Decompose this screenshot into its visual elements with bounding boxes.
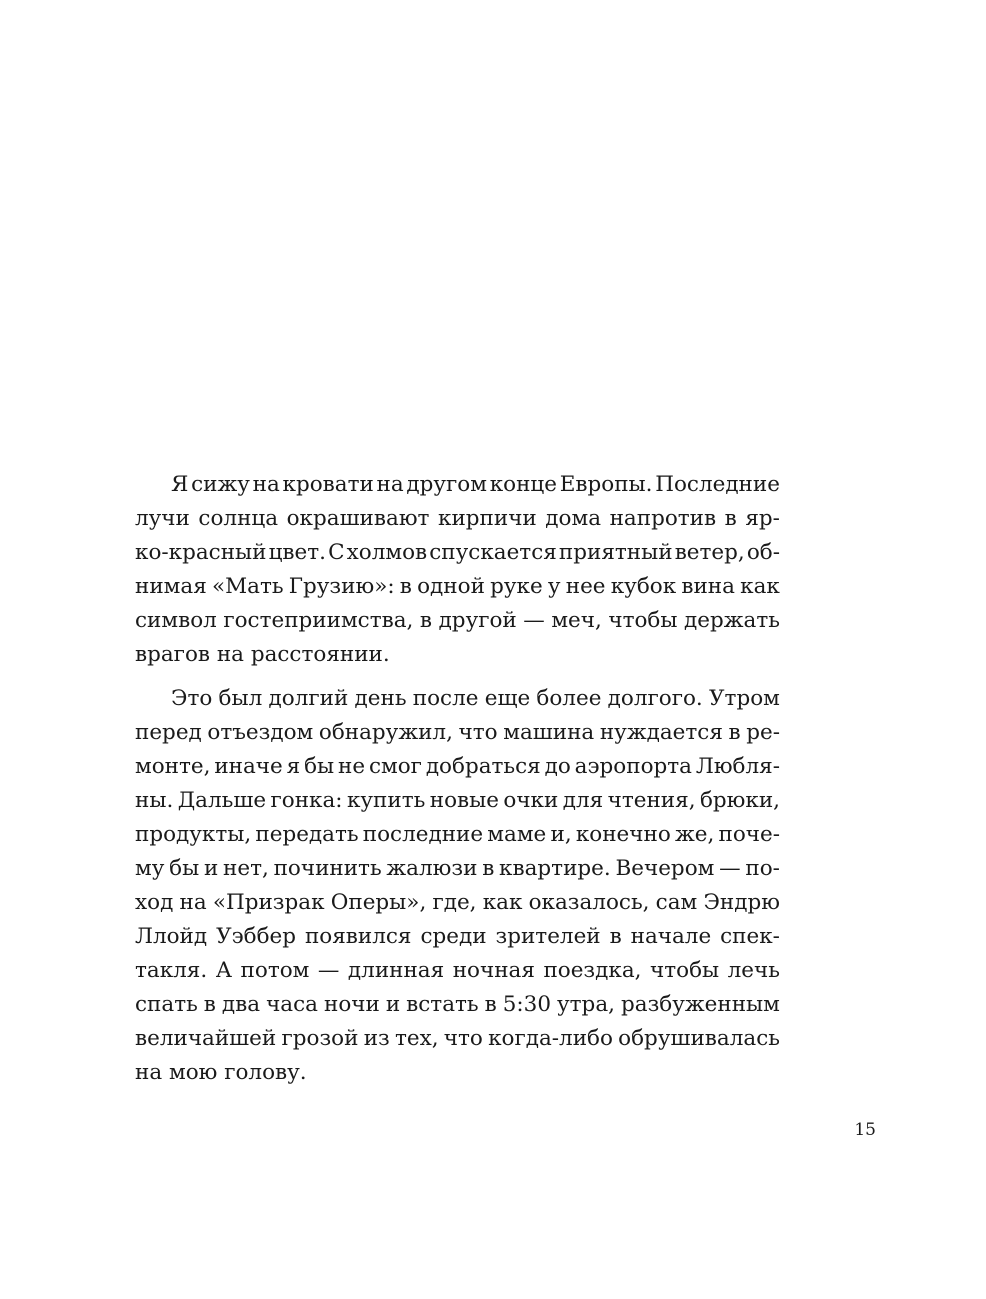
word: Я bbox=[171, 472, 189, 497]
word: квартире. bbox=[499, 856, 611, 881]
word: тех, bbox=[394, 1026, 439, 1051]
word: утра, bbox=[557, 992, 615, 1017]
text-line bbox=[135, 954, 780, 988]
word: разбуженным bbox=[620, 992, 780, 1017]
word: после bbox=[412, 686, 479, 711]
word: Дальше bbox=[177, 788, 267, 813]
word: Любля- bbox=[695, 754, 780, 779]
word: потом bbox=[240, 958, 310, 983]
word: Грузию»: bbox=[288, 574, 395, 599]
word: в bbox=[203, 992, 216, 1017]
page-number: 15 bbox=[854, 1120, 876, 1140]
text-line bbox=[135, 536, 780, 570]
word: аэропорта bbox=[574, 754, 692, 779]
word: починить bbox=[273, 856, 382, 881]
word: лечь bbox=[727, 958, 780, 983]
word: как bbox=[482, 890, 523, 915]
text-line bbox=[135, 988, 780, 1022]
word: добраться bbox=[425, 754, 541, 779]
word: гостеприимства, bbox=[223, 608, 414, 633]
word: меч, bbox=[551, 608, 602, 633]
word: в bbox=[728, 720, 741, 745]
word: день bbox=[354, 686, 407, 711]
word: иначе bbox=[214, 754, 283, 779]
body-text bbox=[135, 468, 780, 1090]
word: обрушивалась bbox=[618, 1026, 780, 1051]
word: ход bbox=[135, 890, 174, 915]
word: яр- bbox=[745, 506, 780, 531]
word: напротив bbox=[609, 506, 717, 531]
text-line bbox=[135, 682, 780, 716]
word: перед bbox=[135, 720, 202, 745]
word: длинная bbox=[347, 958, 445, 983]
word: кровати bbox=[282, 472, 374, 497]
word: — bbox=[523, 608, 545, 633]
word: ре- bbox=[746, 720, 780, 745]
word: чтобы bbox=[608, 608, 678, 633]
word: А bbox=[215, 958, 233, 983]
word: маме bbox=[487, 822, 547, 847]
word: холмов bbox=[346, 540, 428, 565]
word: не bbox=[338, 754, 366, 779]
word: оказалось, bbox=[528, 890, 650, 915]
word: жалюзи bbox=[386, 856, 478, 881]
word: спать bbox=[135, 992, 198, 1017]
word: в bbox=[724, 506, 737, 531]
word: до bbox=[544, 754, 571, 779]
word: конце bbox=[489, 472, 557, 497]
word: кирпичи bbox=[438, 506, 537, 531]
word: последние bbox=[362, 822, 484, 847]
word: окрашивают bbox=[286, 506, 430, 531]
word: чтения, bbox=[607, 788, 696, 813]
word: ветер, bbox=[674, 540, 745, 565]
word: был bbox=[218, 686, 263, 711]
text-line: на мою голову. bbox=[135, 1060, 307, 1085]
word: нее bbox=[565, 574, 606, 599]
word: Уэббер bbox=[216, 924, 297, 949]
word: держать bbox=[684, 608, 780, 633]
word: в bbox=[419, 608, 433, 633]
word: на bbox=[252, 472, 280, 497]
word: Эндрю bbox=[703, 890, 780, 915]
word: в bbox=[484, 992, 497, 1017]
word: сам bbox=[655, 890, 698, 915]
word: для bbox=[562, 788, 604, 813]
word: очки bbox=[503, 788, 559, 813]
word: в bbox=[399, 574, 412, 599]
word: машина bbox=[503, 720, 595, 745]
word: и, bbox=[550, 822, 572, 847]
text-line bbox=[135, 570, 780, 604]
text-line: врагов на расстоянии. bbox=[135, 642, 390, 667]
word: «Мать bbox=[211, 574, 284, 599]
word: Оперы», bbox=[330, 890, 427, 915]
word: бы bbox=[304, 754, 335, 779]
word: на bbox=[376, 472, 404, 497]
word: гонка: bbox=[270, 788, 343, 813]
word: — bbox=[317, 958, 340, 983]
word: «Призрак bbox=[212, 890, 325, 915]
word: нуждается bbox=[599, 720, 723, 745]
word: новые bbox=[429, 788, 499, 813]
word: нет, bbox=[223, 856, 269, 881]
word: среди bbox=[420, 924, 487, 949]
word: долгого. bbox=[607, 686, 703, 711]
word: что bbox=[458, 720, 498, 745]
word: что bbox=[443, 1026, 483, 1051]
word: нимая bbox=[135, 574, 207, 599]
text-line bbox=[135, 784, 780, 818]
word: Утром bbox=[709, 686, 780, 711]
word: поче- bbox=[718, 822, 780, 847]
word: передать bbox=[255, 822, 359, 847]
word: смог bbox=[368, 754, 422, 779]
word: и bbox=[385, 992, 401, 1017]
paragraph-2 bbox=[135, 682, 780, 1090]
text-line bbox=[135, 920, 780, 954]
word: на bbox=[179, 890, 207, 915]
word: сижу bbox=[191, 472, 250, 497]
word: поездка, bbox=[543, 958, 642, 983]
word: монте, bbox=[135, 754, 211, 779]
word: долгий bbox=[268, 686, 349, 711]
word: спек- bbox=[720, 924, 780, 949]
word: в bbox=[482, 856, 495, 881]
word: встать bbox=[406, 992, 479, 1017]
word: начале bbox=[630, 924, 712, 949]
word: ны. bbox=[135, 788, 174, 813]
text-line bbox=[135, 502, 780, 536]
word: дома bbox=[545, 506, 602, 531]
word: величайшей bbox=[135, 1026, 277, 1051]
word: солнца bbox=[198, 506, 279, 531]
word: другой bbox=[438, 608, 517, 633]
text-line bbox=[135, 604, 780, 638]
word: по- bbox=[745, 856, 780, 881]
word: конечно bbox=[575, 822, 671, 847]
word: ночи bbox=[323, 992, 380, 1017]
text-line bbox=[135, 468, 780, 502]
word: вина bbox=[681, 574, 735, 599]
word: 5:30 bbox=[502, 992, 552, 1017]
word: Это bbox=[171, 686, 213, 711]
word: чтобы bbox=[650, 958, 720, 983]
word: где, bbox=[432, 890, 477, 915]
word: бы bbox=[169, 856, 200, 881]
word: же, bbox=[674, 822, 715, 847]
word: такля. bbox=[135, 958, 208, 983]
word: лучи bbox=[135, 506, 190, 531]
word: продукты, bbox=[135, 822, 252, 847]
word: отъездом bbox=[207, 720, 314, 745]
word: еще bbox=[484, 686, 531, 711]
word: зрителей bbox=[495, 924, 601, 949]
word: Европы. bbox=[559, 472, 653, 497]
word: у bbox=[547, 574, 561, 599]
word: когда-либо bbox=[488, 1026, 613, 1051]
word: грозой bbox=[281, 1026, 359, 1051]
text-line bbox=[135, 852, 780, 886]
word: С bbox=[328, 540, 345, 565]
word: спускается bbox=[429, 540, 557, 565]
word: — bbox=[719, 856, 741, 881]
word: ко-красный bbox=[135, 540, 267, 565]
word: му bbox=[135, 856, 165, 881]
word: Вечером bbox=[615, 856, 715, 881]
paragraph-1 bbox=[135, 468, 780, 672]
text-line bbox=[135, 716, 780, 750]
word: цвет. bbox=[268, 540, 326, 565]
word: руке bbox=[490, 574, 543, 599]
word: более bbox=[536, 686, 602, 711]
word: и bbox=[203, 856, 219, 881]
text-line bbox=[135, 1022, 780, 1056]
word: из bbox=[363, 1026, 390, 1051]
word: появился bbox=[304, 924, 412, 949]
word: Ллойд bbox=[135, 924, 208, 949]
word: как bbox=[740, 574, 780, 599]
text-line bbox=[135, 886, 780, 920]
word: ночная bbox=[452, 958, 535, 983]
word: часа bbox=[266, 992, 318, 1017]
word: обнаружил, bbox=[318, 720, 453, 745]
word: Последние bbox=[655, 472, 780, 497]
word: брюки, bbox=[699, 788, 780, 813]
text-line bbox=[135, 818, 780, 852]
word: другом bbox=[406, 472, 487, 497]
word: кубок bbox=[610, 574, 677, 599]
word: символ bbox=[135, 608, 217, 633]
word: приятный bbox=[558, 540, 673, 565]
word: в bbox=[609, 924, 622, 949]
word: об- bbox=[746, 540, 780, 565]
word: одной bbox=[417, 574, 485, 599]
word: я bbox=[286, 754, 301, 779]
text-line bbox=[135, 750, 780, 784]
word: два bbox=[221, 992, 261, 1017]
word: купить bbox=[346, 788, 426, 813]
